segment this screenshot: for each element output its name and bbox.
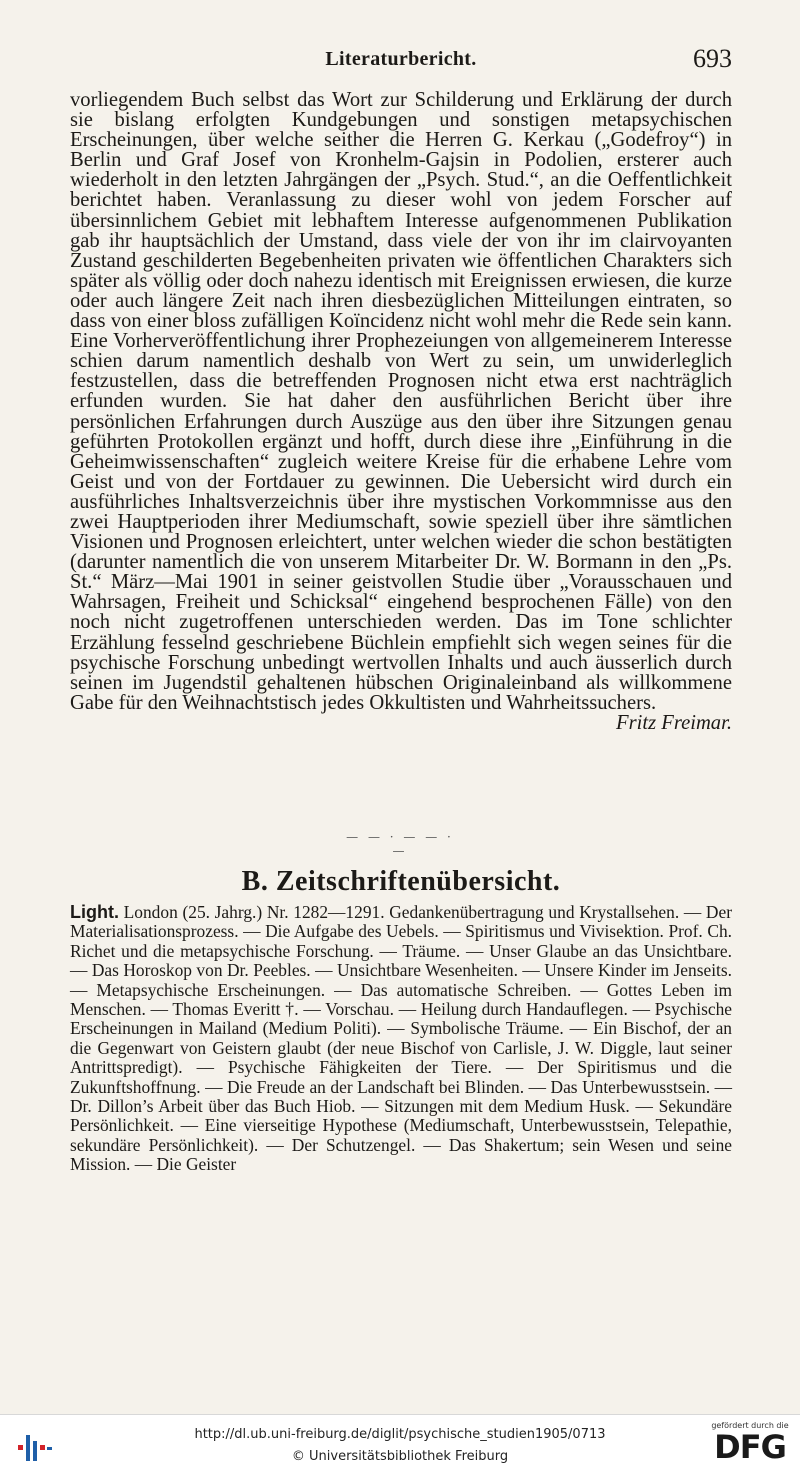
page-number: 693	[693, 44, 732, 73]
footer-bar	[0, 1414, 800, 1473]
running-title: Literaturbericht.	[325, 48, 477, 70]
dfg-funding-logo	[708, 1421, 792, 1471]
review-text: vorliegendem Buch selbst das Wort zur Schilderung und Erklärung der durch sie bislang erfolgten Kundgebungen und sonstigen metapsychischen Erscheinungen, über welche seither die Herren G. Kerkau („Godefroy“) in Berlin und Graf Josef von Kronhelm-Gajsin in Podolien, ersterer auch wiederholt in den letzten Jahrgängen der „Psych. Stud.“, an die Oeffentlichkeit berichtet haben. Veranlassung zu dieser wohl von jedem Forscher auf übersinnlichem Gebiet mit lebhaftem Interesse aufgenommenen Publikation gab ihr hauptsächlich der Umstand, dass viele der von ihr im clairvoyanten Zustand geschilderten Begebenheiten privaten wie öffentlichen Charakters sich später als völlig oder doch nahezu identisch mit Ereignissen erwiesen, die kurze oder auch längere Zeit nach ihren diesbezüglichen Mitteilungen eintraten, so dass von einer bloss zufälligen Koïncidenz nicht wohl mehr die Rede sein kann. Eine Vorherveröffentlichung ihrer Prophezeiungen von allgemeinerem Interesse schien darum namentlich deshalb von Wert zu sein, um unwiderleglich festzustellen, dass die betreffenden Prognosen nicht etwa erst nachträglich erfunden wurden. Sie hat daher den ausführlichen Bericht über ihre persönlichen Erfahrungen durch Auszüge aus den über ihre Sitzungen genau geführten Protokollen ergänzt und hofft, durch diese ihre „Einführung in die Geheimwissenschaften“ zugleich weitere Kreise für die erhabene Lehre vom Geist und von der Fortdauer zu gewinnen. Die Uebersicht wird durch ein ausführliches Inhaltsverzeichnis über ihre mystischen Vorkommnisse aus den zwei Hauptperioden ihrer Mediumschaft, sowie speziell über ihre sämtlichen Visionen und Prognosen erleichtert, unter welchen wieder die schon bestätigten (darunter namentlich die von unserem Mitarbeiter Dr. W. Bormann in den „Ps. St.“ März—Mai 1901 in seiner geistvollen Studie über „Vorausschauen und Wahrsagen, Freiheit und Schicksal“ eingehend besprochenen Fälle) von den noch nicht zugetroffenen unterschieden werden. Das im Tone schlichter Erzählung fesselnd geschriebene Büchlein empfiehlt sich wegen seines für die psychische Forschung unbedingt wertvollen Inhalts und auch äusserlich durch seinen im Jugendstil gehaltenen hübschen Originaleinband als willkommene Gabe für den Weihnachtstisch jedes Okkultisten und Wahrheitssuchers.	[70, 89, 732, 714]
dfg-caption: gefördert durch die	[711, 1421, 789, 1430]
review-signature: Fritz Freimar.	[616, 711, 732, 734]
journal-name: Light.	[70, 902, 119, 922]
footer-url-link[interactable]: http://dl.ub.uni-freiburg.de/diglit/psychische_studien1905/0713	[194, 1427, 606, 1442]
journal-entry	[70, 903, 732, 1175]
footer-copyright: © Universitätsbibliothek Freiburg	[291, 1449, 509, 1464]
section-divider: — — · — — · —	[346, 830, 454, 858]
running-head	[70, 44, 732, 80]
review-paragraph	[70, 90, 732, 733]
section-heading: B. Zeitschriftenübersicht.	[241, 866, 561, 897]
journal-contents: London (25. Jahrg.) Nr. 1282—1291. Gedankenübertragung und Krystallsehen. — Der Materialisationsprozess. — Die Aufgabe des Uebels. — Spiritismus und Vivisektion. Prof. Ch. Richet und die metapsychische Forschung. — Träume. — Unser Glaube an das Unsichtbare. — Das Horoskop von Dr. Peebles. — Unsichtbare Wesenheiten. — Unsere Kinder im Jenseits. — Metapsychische Erscheinungen. — Das automatische Schreiben. — Gottes Leben im Menschen. — Thomas Everitt †. — Vorschau. — Heilung durch Handauflegen. — Psychische Erscheinungen in Mailand (Medium Politi). — Symbolische Träume. — Ein Bischof, der an die Gegenwart von Geistern glaubt (der neue Bischof von Carlisle, J. W. Diggle, laut seiner Antrittspredigt). — Psychische Fähigkeiten der Tiere. — Der Spiritismus und die Zukunftshoffnung. — Die Freude an der Landschaft bei Blinden. — Das Unterbewusstsein. — Dr. Dillon’s Arbeit über das Buch Hiob. — Sitzungen mit dem Medium Husk. — Sekundäre Persönlichkeit. — Eine vierseitige Hypothese (Mediumschaft, Unterbewusstsein, Telepathie, sekundäre Persönlichkeit). — Der Schutzengel. — Das Shakertum; sein Wesen und seine Mission. — Die Geister	[70, 902, 732, 1175]
dfg-logo-icon: DFG	[714, 1428, 786, 1466]
